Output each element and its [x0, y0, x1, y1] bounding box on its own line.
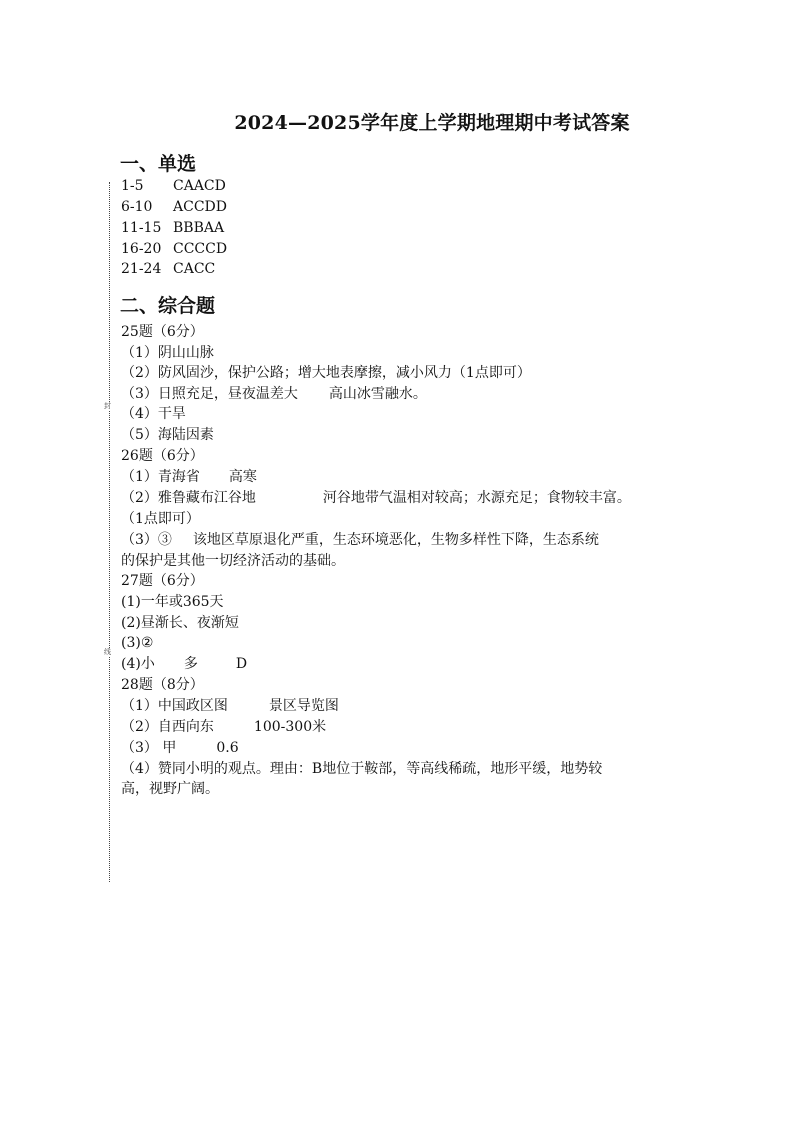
question-header: 25题（6分） [121, 324, 204, 340]
mc-answer-row [121, 240, 227, 258]
mc-answers: CAACD [173, 178, 226, 194]
answer-part: 高寒 [228, 469, 257, 485]
page-title: 2024—2025学年度上学期地理期中考试答案 [234, 112, 630, 134]
answer-part: (4)小 [121, 656, 155, 672]
answer-line: （2）防风固沙，保护公路；增大地表摩擦，减小风力（1点即可） [121, 365, 531, 381]
answer-line [121, 697, 339, 715]
answer-part: 高山冰雪融水。 [328, 386, 427, 402]
mc-range: 1-5 [121, 178, 144, 194]
question-header: 27题（6分） [121, 573, 204, 589]
answer-line: (2)昼渐长、夜渐短 [121, 615, 239, 631]
answer-part: 0.6 [216, 740, 239, 756]
section-heading-single-choice: 一、单选 [120, 153, 197, 175]
answer-line: （4）赞同小明的观点。理由：B地位于鞍部，等高线稀疏，地形平缓，地势较 [121, 761, 603, 777]
answer-line: （5）海陆因素 [121, 427, 214, 443]
answer-line: （1）阴山山脉 [121, 345, 214, 361]
question-header: 28题（8分） [121, 677, 204, 693]
answer-part: 100-300米 [253, 719, 327, 735]
mc-range: 21-24 [121, 261, 162, 277]
answer-part: （1）中国政区图 [121, 698, 228, 714]
binding-dotted-line [109, 182, 110, 882]
mc-range: 11-15 [121, 220, 162, 236]
answer-line: (1)一年或365天 [121, 594, 224, 610]
answer-line: （4）干旱 [121, 406, 186, 422]
answer-part: 景区导览图 [268, 698, 339, 714]
answer-part: D [235, 656, 248, 672]
answer-part: 多 [183, 656, 198, 672]
mc-answers: BBBAA [173, 220, 225, 236]
answer-line [121, 718, 326, 736]
answer-line [121, 531, 599, 549]
answer-line: （1点即可） [121, 511, 200, 527]
mc-answer-row [121, 219, 224, 237]
answer-line [121, 739, 239, 757]
mc-answers: CACC [173, 261, 216, 277]
answer-line [121, 489, 631, 507]
answer-line [121, 468, 257, 486]
section-heading-comprehensive: 二、综合题 [120, 295, 216, 317]
answer-part: （2）雅鲁藏布江谷地 [121, 490, 256, 506]
answer-line [121, 655, 247, 673]
mc-answer-row [121, 177, 226, 195]
mc-answer-row [121, 260, 215, 278]
binding-mark-line: 线 [104, 648, 111, 656]
question-header: 26题（6分） [121, 448, 204, 464]
answer-line: 高，视野广阔。 [121, 781, 219, 797]
answer-line: (3)② [121, 635, 154, 651]
mc-range: 6-10 [121, 199, 153, 215]
mc-answers: ACCDD [173, 199, 227, 215]
answer-part: （3）③ [121, 532, 172, 548]
mc-answers: CCCCD [173, 241, 228, 257]
answer-part: （2）自西向东 [121, 719, 214, 735]
mc-answer-row [121, 198, 227, 216]
answer-part: （3） 甲 [121, 740, 177, 756]
answer-part: 河谷地带气温相对较高；水源充足；食物较丰富。 [322, 490, 631, 506]
answer-part: （3）日照充足，昼夜温差大 [121, 386, 298, 402]
answer-line: 的保护是其他一切经济活动的基础。 [121, 553, 345, 569]
answer-line [121, 385, 427, 403]
answer-part: 该地区草原退化严重，生态环境恶化，生物多样性下降，生态系统 [192, 532, 599, 548]
binding-mark-seal: 封 [104, 402, 111, 410]
mc-range: 16-20 [121, 241, 162, 257]
answer-part: （1）青海省 [121, 469, 200, 485]
